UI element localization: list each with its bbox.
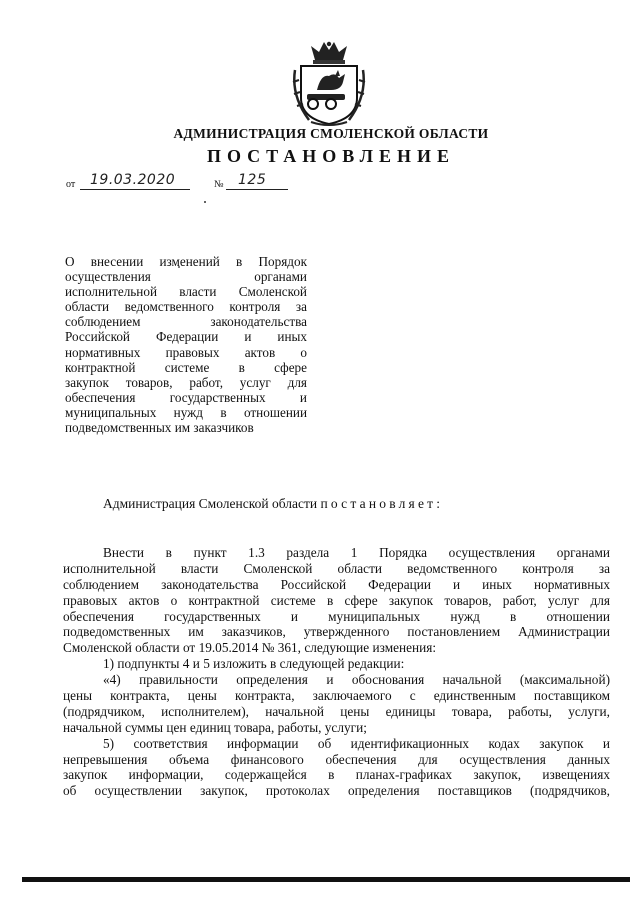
decree-verb: постановляет:: [320, 496, 444, 511]
subject-line: области ведомственного контроля за: [65, 299, 307, 315]
body-line: (подрядчиком, исполнителем), начальной цены единицы товара, работы, услуги,: [63, 703, 610, 719]
subject-line: контрактной системе в сфере: [65, 359, 307, 375]
body-line: 1) подпункты 4 и 5 изложить в следующей редакции:: [103, 656, 405, 672]
subject-line: Российской Федерации и иных: [65, 329, 307, 345]
speck: [204, 201, 206, 203]
scan-edge-bar: [22, 877, 630, 882]
subject-line: обеспечения государственных и: [65, 389, 307, 405]
date-number-line: [66, 172, 306, 192]
subject-line: муниципальных нужд в отношении: [65, 404, 307, 420]
body-line: соблюдением законодательства Российской Федерации и иных нормативных: [63, 576, 610, 592]
coat-of-arms-emblem: [291, 40, 367, 126]
decree-subject: Администрация Смоленской области: [103, 496, 318, 511]
body-line: Смоленской области от 19.05.2014 № 361, следующие изменения:: [63, 640, 437, 656]
body-line: «4) правильности определения и обоснования начальной (максимальной): [103, 672, 610, 688]
subject-line: закупок товаров, работ, услуг для: [65, 374, 307, 390]
subject-line: нормативных правовых актов о: [65, 344, 307, 360]
date-label: от: [66, 179, 76, 190]
body-line: 5) соответствия информации об идентификационных кодах закупок и: [103, 735, 610, 751]
body-line: об осуществлении закупок, протоколах определения поставщиков (подрядчиков,: [63, 783, 610, 799]
number-underline: [226, 189, 288, 190]
subject-line: О внесении изменений в Порядок: [65, 254, 307, 269]
body-line: цены контракта, цены контракта, заключаемого с единственным поставщиком: [63, 688, 610, 704]
handwritten-date: 19.03.2020: [90, 172, 176, 188]
body-line: обеспечения государственных и муниципальных нужд в отношении: [63, 608, 610, 624]
body-line: Внести в пункт 1.3 раздела 1 Порядка осуществления органами: [103, 545, 610, 560]
body-line: правовых актов о контрактной системе в сфере закупок товаров, работ, услуг для: [63, 592, 610, 608]
body-text: [63, 545, 610, 799]
date-underline: [80, 189, 190, 190]
body-line: исполнительной власти Смоленской области ведомственного контроля за: [63, 560, 610, 576]
subject-block: [65, 254, 307, 435]
body-line: подведомственных им заказчиков, утвержденного постановлением Администрации: [63, 624, 610, 640]
document-type-title: ПОСТАНОВЛЕНИЕ: [206, 146, 456, 166]
organization-name: АДМИНИСТРАЦИЯ СМОЛЕНСКОЙ ОБЛАСТИ: [173, 126, 489, 141]
body-line: начальной суммы цен единиц товара, работы, услуги;: [63, 719, 367, 735]
handwritten-number: 125: [238, 172, 267, 188]
subject-line: подведомственных им заказчиков: [65, 420, 254, 436]
subject-line: соблюдением законодательства: [65, 314, 307, 330]
number-label: №: [214, 179, 224, 190]
subject-line: исполнительной власти Смоленской: [65, 284, 307, 300]
subject-line: осуществления органами: [65, 269, 307, 285]
body-line: закупок информации, содержащейся в планах-графиках закупок, извещениях: [63, 767, 610, 783]
body-line: непревышения объема финансового обеспечения для осуществления данных: [63, 751, 610, 767]
decree-sentence: [103, 496, 443, 512]
